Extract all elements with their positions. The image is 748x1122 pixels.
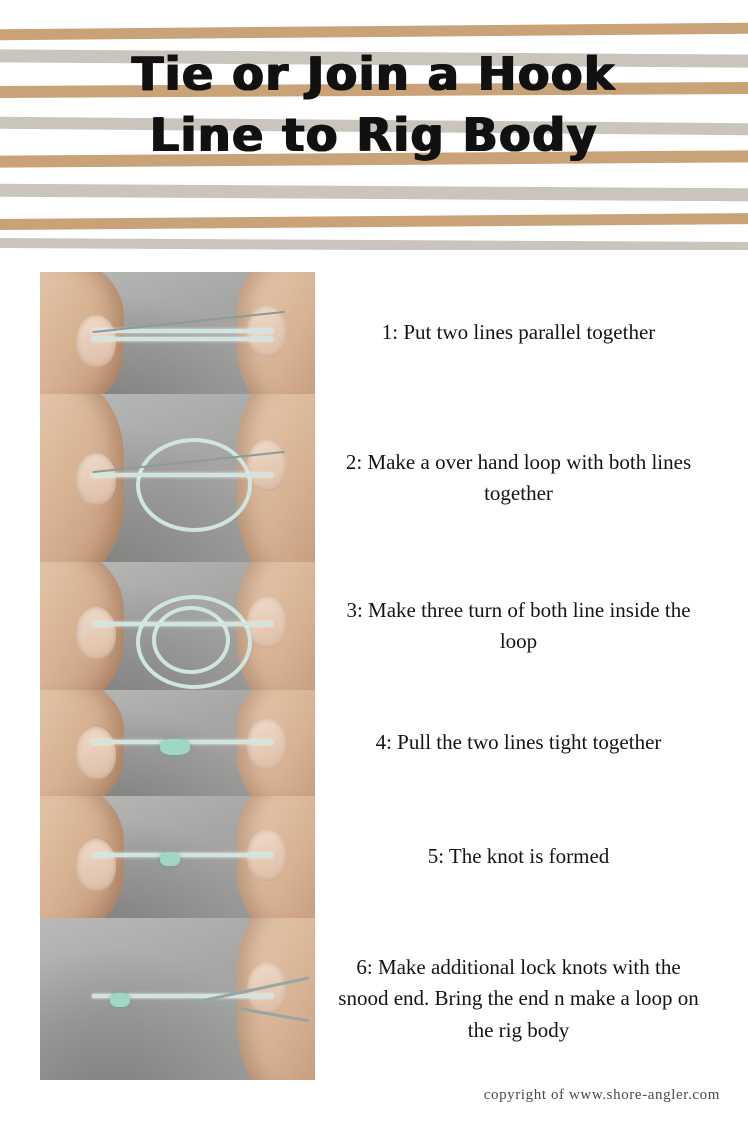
step-item <box>40 796 708 918</box>
thumbnail-icon <box>247 718 287 770</box>
step-item <box>40 690 708 796</box>
thumbnail-icon <box>76 453 116 505</box>
step-item <box>40 394 708 562</box>
steps-list <box>0 272 748 1080</box>
overhand-loop <box>136 438 252 532</box>
copyright-text: copyright of www.shore-angler.com <box>483 1087 720 1103</box>
step-caption-5: 5: The knot is formed <box>427 844 610 869</box>
thumbnail-icon <box>76 727 116 779</box>
step-item <box>40 918 708 1080</box>
photo-scene <box>40 562 315 690</box>
fishing-line <box>92 853 273 857</box>
thumbnail-icon <box>76 315 116 367</box>
knot <box>160 739 190 755</box>
lock-knot <box>110 993 130 1007</box>
brush-stroke-tan <box>0 23 748 41</box>
brush-stroke-gray <box>0 238 748 250</box>
step-item <box>40 562 708 690</box>
step-caption-6: 6: Make additional lock knots with the snood end. Bring the end n make a loop on the rig body <box>338 954 699 1042</box>
thumbnail-icon <box>247 439 287 491</box>
step-caption-4: 4: Pull the two lines tight together <box>375 730 662 755</box>
step-photo-6 <box>40 918 315 1080</box>
step-item <box>40 272 708 394</box>
step-photo-2 <box>40 394 315 562</box>
page-title-line-1: Tie or Join a Hook <box>131 47 617 101</box>
formed-knot <box>160 852 180 866</box>
photo-scene <box>40 690 315 796</box>
photo-scene <box>40 272 315 394</box>
page-title-line-2: Line to Rig Body <box>149 107 599 162</box>
brush-stroke-gray <box>0 184 748 202</box>
turns-in-loop <box>152 606 230 674</box>
fishing-line <box>92 473 273 477</box>
step-caption-2: 2: Make a over hand loop with both lines together <box>345 449 692 505</box>
step-photo-5 <box>40 796 315 918</box>
header-banner <box>0 0 748 250</box>
left-hand <box>40 394 124 562</box>
photo-scene <box>40 796 315 918</box>
step-caption-1: 1: Put two lines parallel together <box>381 320 656 345</box>
brush-stroke-tan <box>0 213 748 230</box>
step-photo-4 <box>40 690 315 796</box>
thumbnail-icon <box>76 607 116 659</box>
step-caption-3: 3: Make three turn of both line inside the loop <box>346 597 691 653</box>
thumbnail-icon <box>76 839 116 891</box>
step-photo-3 <box>40 562 315 690</box>
fishing-line <box>92 337 273 341</box>
photo-scene <box>40 394 315 562</box>
page-title <box>0 44 748 165</box>
fishing-line <box>92 622 273 626</box>
photo-scene <box>40 918 315 1080</box>
step-photo-1 <box>40 272 315 394</box>
right-hand <box>237 918 315 1080</box>
